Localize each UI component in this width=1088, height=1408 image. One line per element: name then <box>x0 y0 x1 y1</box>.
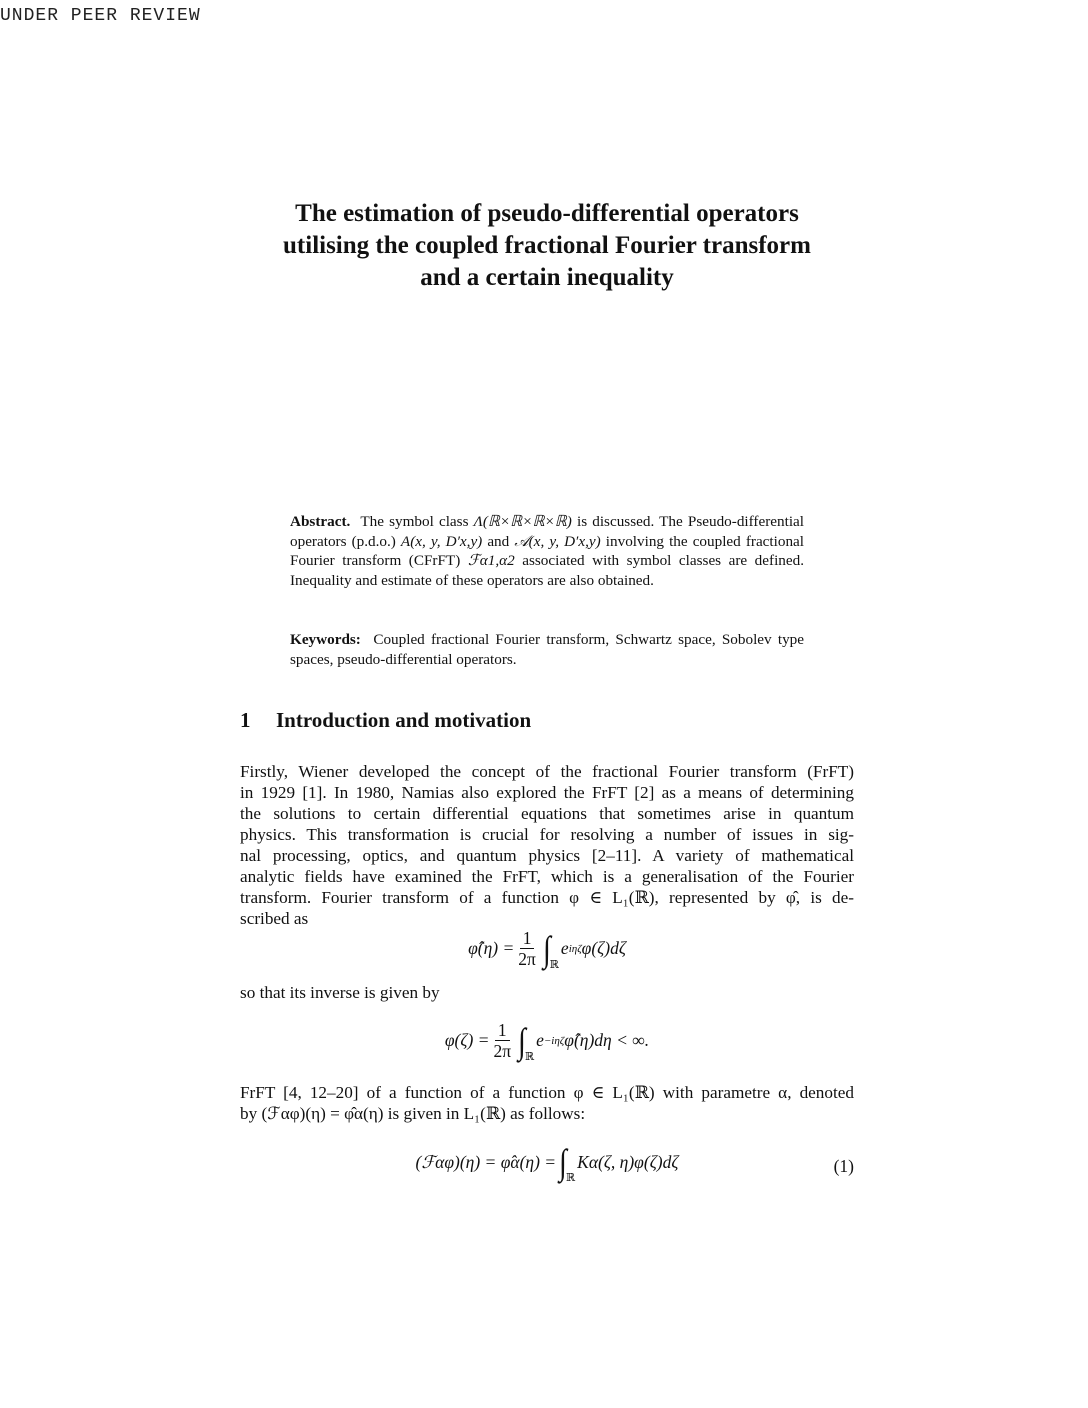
operator-script-a: 𝒜(x, y, D′x,y) <box>514 532 601 550</box>
paragraph-line: by (ℱαφ)(η) = φ̂α(η) is given in L₁(ℝ) as follows: <box>240 1104 586 1123</box>
abstract-label: Abstract. <box>290 513 351 530</box>
integrand-base: e <box>536 1030 544 1050</box>
intro-paragraph <box>240 761 854 929</box>
integral-sign: ∫ ℝ <box>559 1142 576 1184</box>
paragraph-line: nal processing, optics, and quantum physics [2–11]. A variety of mathematical <box>240 846 854 865</box>
equation-lhs: φ̂(η) = <box>468 938 515 958</box>
title-line: utilising the coupled fractional Fourier transform <box>283 232 811 259</box>
integrand: Kα(ζ, η)φ(ζ)dζ <box>577 1151 679 1172</box>
paragraph-line: in 1929 [1]. In 1980, Namias also explored the FrFT [2] as a means of determining <box>240 783 854 802</box>
peer-review-banner: UNDER PEER REVIEW <box>0 6 201 26</box>
keywords-label: Keywords: <box>290 631 361 648</box>
paragraph-line: physics. This transformation is crucial for resolving a number of issues in sig- <box>240 825 854 844</box>
frft-paragraph <box>240 1082 854 1124</box>
paragraph-line: scribed as <box>240 909 309 928</box>
integrand-base: e <box>560 938 569 958</box>
fraction-denominator: 2π <box>493 1041 512 1061</box>
abstract-text: associated with symbol classes are defined. Inequality and estimate of these operators are also obtained. <box>290 552 805 589</box>
integral-sign: ∫ ℝ <box>518 1020 535 1063</box>
fraction-numerator: 1 <box>520 928 535 949</box>
equation-lhs: φ(ζ) = <box>444 1030 490 1050</box>
equation-lhs: (ℱαφ)(η) = φ̂α(η) = <box>415 1151 557 1172</box>
operator-a: A(x, y, D′x,y) <box>400 532 483 550</box>
equation-number: (1) <box>833 1156 854 1176</box>
integral-domain: ℝ <box>549 958 559 971</box>
symbol-class: Λ(ℝ×ℝ×ℝ×ℝ) <box>473 513 572 530</box>
section-number: 1 <box>240 708 251 732</box>
abstract-text: involving the coupled fractional Fourier transform (CFrFT) <box>290 532 805 570</box>
integral-domain: ℝ <box>566 1172 576 1184</box>
paper-title <box>200 198 894 294</box>
paragraph-line: so that its inverse is given by <box>240 983 440 1002</box>
paragraph-line: the solutions to certain differential equations that sometimes arise in quantum <box>240 804 854 823</box>
fraction-denominator: 2π <box>518 949 536 969</box>
frft-definition-equation <box>240 1142 854 1184</box>
fourier-transform-equation: φ̂(η) = $\frac{1}{2\pi}$ ∫ ℝ e iηζ φ(ζ)dζ <box>468 928 626 971</box>
paragraph-line: transform. Fourier transform of a function φ ∈ L₁(ℝ), represented by φ̂, is de- <box>240 888 854 907</box>
integral-domain: ℝ <box>524 1050 535 1063</box>
abstract-text: The symbol class <box>360 513 469 530</box>
section-title: Introduction and motivation <box>276 708 532 732</box>
abstract <box>290 512 804 590</box>
section-heading <box>240 708 531 733</box>
title-line: The estimation of pseudo-differential operators <box>295 200 799 227</box>
keywords-text: Coupled fractional Fourier transform, Schwartz space, Sobolev type spaces, pseudo-differential operators. <box>290 631 804 668</box>
paragraph-line: FrFT [4, 12–20] of a function of a function φ ∈ L₁(ℝ) with parametre α, denoted <box>240 1083 854 1102</box>
paragraph-line: analytic fields have examined the FrFT, which is a generalisation of the Fourier <box>240 867 854 886</box>
inverse-fourier-equation: φ(ζ) = $\frac{1}{2\pi}$ ∫ ℝ e −iηζ φ̂(η)dη < ∞. <box>444 1020 650 1063</box>
transform-symbol: ℱα1,α2 <box>467 552 515 570</box>
abstract-text: is discussed. The Pseudo-differential operators (p.d.o.) <box>290 513 805 550</box>
fraction <box>518 928 536 969</box>
paragraph-line: Firstly, Wiener developed the concept of the fractional Fourier transform (FrFT) <box>240 762 854 781</box>
inverse-lead-text <box>240 982 854 1003</box>
fraction <box>493 1020 511 1061</box>
abstract-text: and <box>487 532 510 550</box>
integrand: φ̂(η)dη < ∞. <box>564 1030 650 1050</box>
fraction-numerator: 1 <box>495 1020 510 1041</box>
keywords <box>290 630 804 669</box>
title-line: and a certain inequality <box>420 264 674 291</box>
integral-sign: ∫ ℝ <box>542 928 559 971</box>
integrand: φ(ζ)dζ <box>581 938 626 958</box>
